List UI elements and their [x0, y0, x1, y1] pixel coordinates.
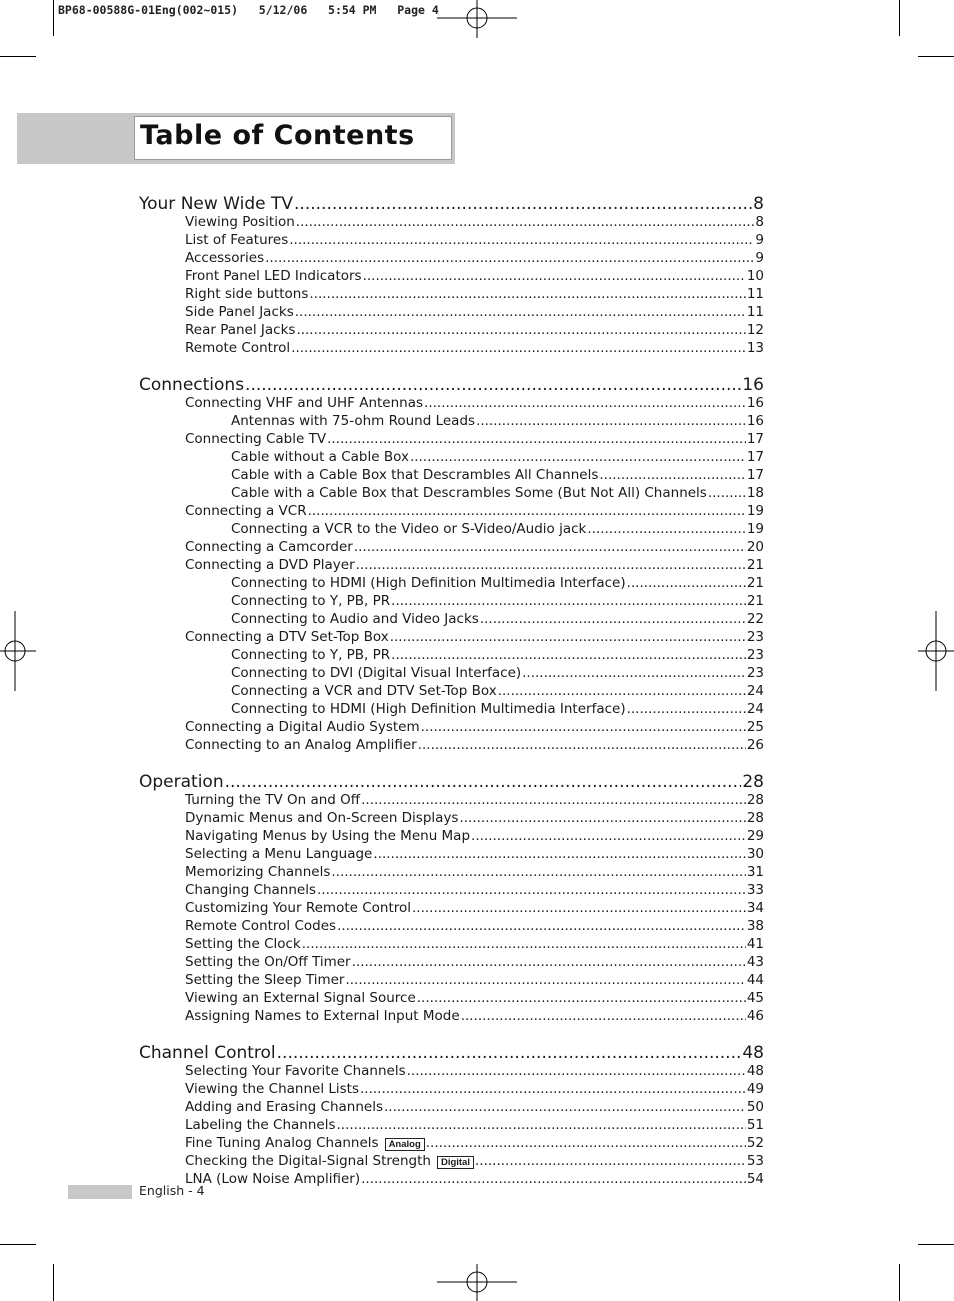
toc-entry-page-number: 22	[746, 611, 764, 627]
toc-entry-label: LNA (Low Noise Amplifier)	[185, 1171, 361, 1187]
toc-entry-label: Changing Channels	[185, 882, 317, 898]
toc-entry[interactable]	[185, 792, 764, 810]
toc-entry-label: Setting the Sleep Timer	[185, 972, 345, 988]
toc-entry-page-number: 28	[746, 792, 764, 808]
toc-entry[interactable]	[231, 413, 764, 431]
crop-mark	[918, 1244, 954, 1245]
toc-entry-label: Connections	[139, 375, 245, 395]
toc-entry-page-number: 45	[746, 990, 764, 1006]
toc-entry[interactable]	[185, 1063, 764, 1081]
dot-leader	[361, 792, 746, 808]
toc-entry-label: List of Features	[185, 232, 289, 248]
dot-leader	[309, 286, 745, 302]
dot-leader	[391, 647, 746, 663]
toc-entry-page-number: 49	[746, 1081, 764, 1097]
toc-section-heading[interactable]	[139, 194, 764, 216]
toc-entry-label: Remote Control	[185, 340, 291, 356]
toc-entry[interactable]	[185, 1099, 764, 1117]
dot-leader	[327, 431, 746, 447]
toc-entry-label: Connecting to Y, PB, PR	[231, 593, 391, 609]
dot-leader	[295, 304, 746, 320]
toc-entry-label: Rear Panel Jacks	[185, 322, 296, 338]
toc-entry-page-number: 50	[746, 1099, 764, 1115]
toc-entry-label: Setting the On/Off Timer	[185, 954, 351, 970]
toc-entry[interactable]	[231, 701, 764, 719]
toc-entry-label: Viewing an External Signal Source	[185, 990, 416, 1006]
page-title: Table of Contents	[140, 120, 415, 151]
toc-entry-page-number: 48	[746, 1063, 764, 1079]
toc-entry-page-number: 29	[746, 828, 764, 844]
toc-entry[interactable]	[185, 936, 764, 954]
toc-entry-page-number: 41	[746, 936, 764, 952]
toc-entry-label: Connecting a DTV Set-Top Box	[185, 629, 389, 645]
toc-entry-page-number: 23	[746, 629, 764, 645]
toc-entry-label: Customizing Your Remote Control	[185, 900, 412, 916]
toc-entry-label: Connecting a VCR to the Video or S-Video/Audio jack	[231, 521, 587, 537]
registration-mark-icon	[437, 1264, 517, 1301]
dot-leader	[352, 954, 746, 970]
dot-leader	[354, 539, 746, 555]
toc-entry-page-number: 30	[746, 846, 764, 862]
dot-leader	[373, 846, 745, 862]
crop-mark	[0, 1244, 36, 1245]
toc-entry-page-number: 23	[746, 665, 764, 681]
dot-leader	[498, 683, 746, 699]
dot-leader	[360, 1081, 746, 1097]
toc-entry-label: Viewing Position	[185, 214, 295, 230]
toc-entry-page-number: 11	[746, 304, 764, 320]
toc-entry-badge: Analog	[385, 1138, 425, 1151]
dot-leader	[424, 395, 746, 411]
toc-entry-page-number: 17	[746, 449, 764, 465]
toc-entry-label: Memorizing Channels	[185, 864, 331, 880]
crop-mark	[899, 1264, 900, 1301]
toc-entry-page-number: 53	[746, 1153, 764, 1169]
toc-entry-page-number: 23	[746, 647, 764, 663]
toc-entry-page-number: 51	[746, 1117, 764, 1133]
toc-entry-label: Cable without a Cable Box	[231, 449, 409, 465]
dot-leader	[417, 990, 746, 1006]
toc-entry-page-number: 21	[746, 557, 764, 573]
toc-entry-label: Labeling the Channels	[185, 1117, 336, 1133]
crop-mark	[0, 56, 36, 57]
toc-entry-label: Accessories	[185, 250, 265, 266]
toc-entry-label: Connecting VHF and UHF Antennas	[185, 395, 424, 411]
toc-entry[interactable]	[185, 1008, 764, 1026]
toc-entry-label: Connecting a Digital Audio System	[185, 719, 420, 735]
toc-entry[interactable]	[185, 737, 764, 755]
toc-entry-page-number: 18	[746, 485, 764, 501]
toc-entry-page-number: 9	[755, 232, 764, 248]
toc-entry-label: Right side buttons	[185, 286, 309, 302]
toc-entry-page-number: 26	[746, 737, 764, 753]
toc-entry[interactable]	[231, 485, 764, 503]
toc-entry-label: Selecting a Menu Language	[185, 846, 373, 862]
toc-entry-page-number: 31	[746, 864, 764, 880]
toc-entry-label: Connecting to Y, PB, PR	[231, 647, 391, 663]
dot-leader	[418, 737, 746, 753]
toc-entry-label: Antennas with 75-ohm Round Leads	[231, 413, 476, 429]
toc-entry[interactable]	[231, 449, 764, 467]
toc-entry-page-number: 33	[746, 882, 764, 898]
dot-leader	[599, 467, 745, 483]
toc-entry-label: Connecting to HDMI (High Definition Multimedia Interface)	[231, 701, 626, 717]
crop-mark	[53, 0, 54, 36]
toc-entry-page-number: 21	[746, 593, 764, 609]
toc-entry[interactable]	[231, 683, 764, 701]
toc-entry[interactable]	[185, 1117, 764, 1135]
toc-entry-page-number: 34	[746, 900, 764, 916]
dot-leader	[627, 575, 746, 591]
dot-leader	[390, 629, 746, 645]
dot-leader	[522, 665, 746, 681]
dot-leader	[294, 194, 752, 214]
dot-leader	[480, 611, 746, 627]
dot-leader	[459, 810, 745, 826]
toc-entry[interactable]	[185, 395, 764, 413]
toc-entry-page-number: 17	[746, 467, 764, 483]
registration-mark-icon	[0, 611, 36, 691]
toc-entry-label: Setting the Clock	[185, 936, 301, 952]
dot-leader	[410, 449, 746, 465]
toc-entry-page-number: 8	[755, 214, 764, 230]
toc-entry-label: Connecting to DVI (Digital Visual Interface)	[231, 665, 522, 681]
toc-entry-label: Turning the TV On and Off	[185, 792, 361, 808]
toc-section-heading[interactable]	[139, 375, 764, 397]
dot-leader	[475, 1153, 746, 1169]
toc-entry-label: Adding and Erasing Channels	[185, 1099, 384, 1115]
toc-section-heading[interactable]	[139, 1043, 764, 1065]
toc-entry-page-number: 8	[753, 194, 764, 214]
toc-entry-label: Side Panel Jacks	[185, 304, 294, 320]
toc-entry-label: Channel Control	[139, 1043, 276, 1063]
toc-entry[interactable]	[185, 972, 764, 990]
toc-entry-page-number: 54	[746, 1171, 764, 1187]
dot-leader	[361, 1171, 746, 1187]
toc-entry-label: Fine Tuning Analog Channels	[185, 1135, 379, 1151]
toc-entry-label: Viewing the Channel Lists	[185, 1081, 359, 1097]
toc-entry-page-number: 17	[746, 431, 764, 447]
toc-entry[interactable]	[185, 1081, 764, 1099]
toc-entry-page-number: 24	[746, 701, 764, 717]
dot-leader	[302, 936, 746, 952]
toc-entry-label: Connecting to Audio and Video Jacks	[231, 611, 479, 627]
toc-entry[interactable]	[185, 304, 764, 322]
toc-entry-label: Checking the Digital-Signal Strength	[185, 1153, 431, 1169]
dot-leader	[391, 593, 746, 609]
toc-entry[interactable]	[185, 503, 764, 521]
toc-entry-page-number: 11	[746, 286, 764, 302]
dot-leader	[337, 918, 746, 934]
dot-leader	[308, 503, 746, 519]
dot-leader	[337, 1117, 746, 1133]
toc-entry[interactable]	[185, 557, 764, 575]
dot-leader	[265, 250, 754, 266]
toc-entry[interactable]	[185, 1153, 764, 1171]
toc-entry-page-number: 16	[746, 413, 764, 429]
toc-entry[interactable]	[185, 990, 764, 1008]
dot-leader	[407, 1063, 746, 1079]
toc-entry-page-number: 13	[746, 340, 764, 356]
toc-entry-page-number: 19	[746, 503, 764, 519]
dot-leader	[331, 864, 745, 880]
toc-entry-label: Operation	[139, 772, 224, 792]
toc-entry-label: Cable with a Cable Box that Descrambles Some (But Not All) Channels	[231, 485, 707, 501]
toc-entry[interactable]	[185, 1171, 764, 1189]
toc-entry[interactable]	[231, 521, 764, 539]
toc-entry[interactable]	[185, 214, 764, 232]
toc-entry[interactable]	[185, 719, 764, 737]
toc-entry-label: Remote Control Codes	[185, 918, 337, 934]
dot-leader	[384, 1099, 746, 1115]
toc-entry[interactable]	[185, 810, 764, 828]
dot-leader	[587, 521, 745, 537]
toc-entry[interactable]	[185, 322, 764, 340]
dot-leader	[426, 1135, 746, 1151]
dot-leader	[421, 719, 746, 735]
toc-entry[interactable]	[185, 918, 764, 936]
toc-entry-label: Assigning Names to External Input Mode	[185, 1008, 460, 1024]
toc-entry-page-number: 20	[746, 539, 764, 555]
toc-section-heading[interactable]	[139, 772, 764, 794]
toc-entry[interactable]	[185, 539, 764, 557]
toc-entry[interactable]	[185, 340, 764, 358]
toc-entry-label: Navigating Menus by Using the Menu Map	[185, 828, 471, 844]
toc-entry[interactable]	[185, 900, 764, 918]
toc-entry-label: Dynamic Menus and On-Screen Displays	[185, 810, 459, 826]
dot-leader	[245, 375, 741, 395]
toc-entry-page-number: 19	[746, 521, 764, 537]
toc-entry-label: Front Panel LED Indicators	[185, 268, 362, 284]
registration-mark-icon	[437, 0, 517, 38]
dot-leader	[289, 232, 754, 248]
toc-entry-page-number: 43	[746, 954, 764, 970]
toc-entry[interactable]	[231, 593, 764, 611]
toc-entry[interactable]	[231, 611, 764, 629]
toc-entry[interactable]	[231, 647, 764, 665]
toc-entry-label: Cable with a Cable Box that Descrambles All Channels	[231, 467, 599, 483]
toc-entry[interactable]	[231, 467, 764, 485]
toc-entry[interactable]	[185, 232, 764, 250]
toc-entry-page-number: 44	[746, 972, 764, 988]
toc-entry-page-number: 10	[746, 268, 764, 284]
dot-leader	[363, 268, 746, 284]
toc-entry-page-number: 21	[746, 575, 764, 591]
toc-entry-page-number: 9	[755, 250, 764, 266]
dot-leader	[345, 972, 745, 988]
crop-mark	[53, 1264, 54, 1301]
toc-entry[interactable]	[185, 1135, 764, 1153]
toc-entry-badge: Digital	[437, 1156, 474, 1169]
toc-entry-page-number: 28	[746, 810, 764, 826]
toc-entry-page-number: 16	[746, 395, 764, 411]
toc-entry-label: Connecting a Camcorder	[185, 539, 353, 555]
dot-leader	[461, 1008, 746, 1024]
toc-entry-page-number: 16	[742, 375, 764, 395]
page-footer: English - 4	[139, 1183, 205, 1198]
toc-entry-label: Connecting a VCR	[185, 503, 307, 519]
toc-entry-page-number: 28	[742, 772, 764, 792]
toc-entry-page-number: 12	[746, 322, 764, 338]
toc-entry-label: Connecting a VCR and DTV Set-Top Box	[231, 683, 497, 699]
dot-leader	[225, 772, 742, 792]
dot-leader	[291, 340, 746, 356]
toc-entry[interactable]	[185, 828, 764, 846]
toc-entry[interactable]	[185, 431, 764, 449]
toc-entry[interactable]	[231, 665, 764, 683]
toc-entry-label: Connecting Cable TV	[185, 431, 327, 447]
toc-entry-label: Your New Wide TV	[139, 194, 294, 214]
toc-entry-label: Connecting to an Analog Amplifier	[185, 737, 417, 753]
dot-leader	[277, 1043, 742, 1063]
crop-mark	[899, 0, 900, 36]
dot-leader	[296, 322, 745, 338]
toc-entry[interactable]	[185, 268, 764, 286]
toc-entry[interactable]	[185, 629, 764, 647]
toc-entry-page-number: 25	[746, 719, 764, 735]
toc-entry-page-number: 48	[742, 1043, 764, 1063]
print-slug: BP68-00588G-01Eng(002~015) 5/12/06 5:54 PM Page 4	[58, 3, 439, 17]
toc-entry[interactable]	[185, 954, 764, 972]
toc-entry[interactable]	[185, 250, 764, 268]
toc-entry[interactable]	[185, 846, 764, 864]
dot-leader	[627, 701, 746, 717]
toc-entry-page-number: 46	[746, 1008, 764, 1024]
toc-entry[interactable]	[185, 882, 764, 900]
dot-leader	[317, 882, 746, 898]
toc-entry-label: Connecting to HDMI (High Definition Multimedia Interface)	[231, 575, 626, 591]
toc-entry-page-number: 24	[746, 683, 764, 699]
dot-leader	[471, 828, 746, 844]
title-box	[134, 116, 452, 160]
toc-entry-page-number: 38	[746, 918, 764, 934]
toc-entry[interactable]	[231, 575, 764, 593]
dot-leader	[412, 900, 746, 916]
dot-leader	[476, 413, 746, 429]
crop-mark	[918, 56, 954, 57]
dot-leader	[708, 485, 746, 501]
toc-entry[interactable]	[185, 864, 764, 882]
dot-leader	[356, 557, 746, 573]
toc-entry-label: Selecting Your Favorite Channels	[185, 1063, 406, 1079]
registration-mark-icon	[918, 611, 954, 691]
footer-bar	[68, 1185, 132, 1199]
toc-entry-label: Connecting a DVD Player	[185, 557, 355, 573]
dot-leader	[296, 214, 755, 230]
toc-entry[interactable]	[185, 286, 764, 304]
toc-entry-page-number: 52	[746, 1135, 764, 1151]
